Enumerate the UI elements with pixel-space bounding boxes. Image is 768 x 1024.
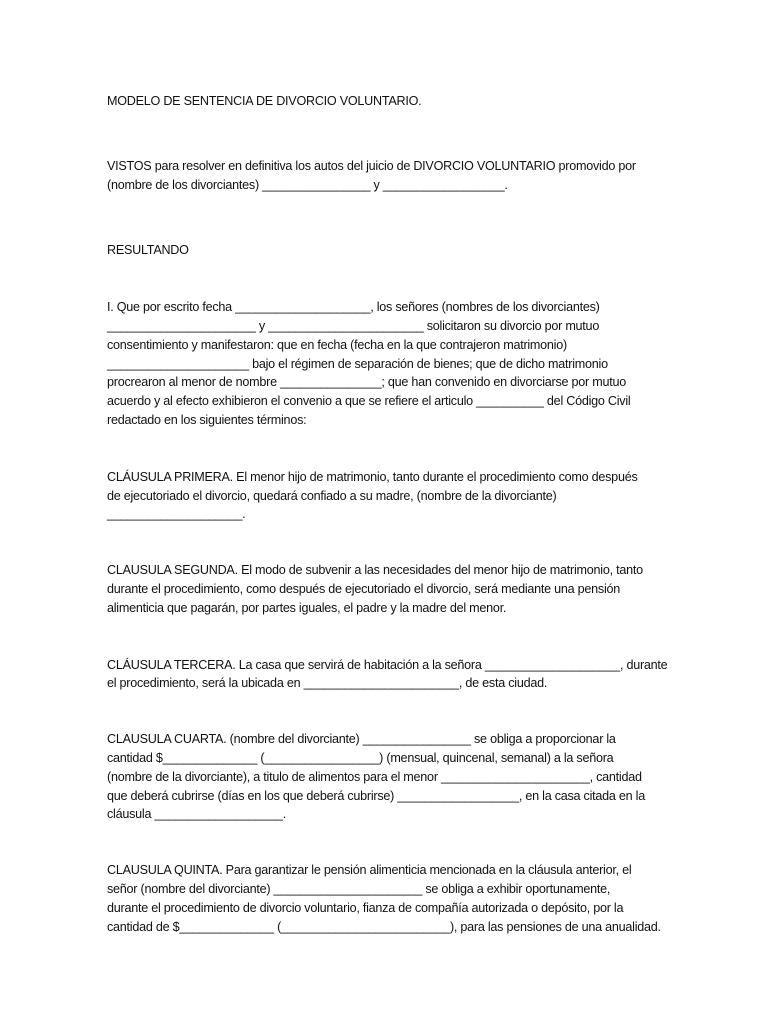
resultando-heading [107, 241, 662, 260]
clausula-primera-line: de ejecutoriado el divorcio, quedará confiado a su madre, (nombre de la divorciante) [107, 488, 557, 503]
clausula-cuarta [107, 730, 662, 824]
vistos-line: (nombre de los divorciantes) ________________ y __________________. [107, 177, 508, 192]
clausula-segunda-line: durante el procedimiento, como después de ejecutoriado el divorcio, será mediante una pensión [107, 581, 621, 596]
clausula-cuarta-line: (nombre de la divorciante), a titulo de alimentos para el menor ______________________, cantidad [107, 769, 642, 784]
document-title-text: MODELO DE SENTENCIA DE DIVORCIO VOLUNTARIO. [107, 94, 422, 108]
paragraph-one-line: _____________________ bajo el régimen de separación de bienes; que de dicho matrimonio [107, 356, 608, 371]
paragraph-one-line: consentimiento y manifestaron: que en fecha (fecha en la que contrajeron matrimonio) [107, 337, 567, 352]
clausula-cuarta-line: CLAUSULA CUARTA. (nombre del divorciante) ________________ se obliga a proporcionar la [107, 732, 616, 747]
paragraph-one [107, 298, 662, 430]
clausula-segunda [107, 561, 662, 617]
vistos-paragraph [107, 157, 662, 195]
vistos-line: VISTOS para resolver en definitiva los autos del juicio de DIVORCIO VOLUNTARIO promovido por [107, 158, 636, 173]
clausula-primera-line: ____________________. [107, 507, 246, 522]
resultando-text: RESULTANDO [107, 243, 189, 258]
clausula-quinta-line: CLAUSULA QUINTA. Para garantizar le pensión alimenticia mencionada en la cláusula anterior, el [107, 863, 632, 878]
clausula-primera [107, 468, 662, 524]
clausula-cuarta-line: cláusula ___________________. [107, 807, 287, 822]
clausula-tercera-line: el procedimiento, será la ubicada en _______________________, de esta ciudad. [107, 676, 548, 691]
clausula-tercera-line: CLÁUSULA TERCERA. La casa que servirá de habitación a la señora ____________________, durante [107, 657, 668, 672]
clausula-cuarta-line: cantidad $______________ (_________________) (mensual, quincenal, semanal) a la señora [107, 750, 614, 765]
paragraph-one-line: redactado en los siguientes términos: [107, 412, 307, 427]
clausula-primera-line: CLÁUSULA PRIMERA. El menor hijo de matrimonio, tanto durante el procedimiento como después [107, 469, 638, 484]
clausula-quinta-line: durante el procedimiento de divorcio voluntario, fianza de compañía autorizada o depósito, por la [107, 900, 624, 915]
clausula-quinta [107, 861, 662, 936]
document-page [107, 92, 668, 936]
document-title [107, 92, 662, 111]
clausula-tercera [107, 656, 668, 694]
clausula-segunda-line: CLAUSULA SEGUNDA. El modo de subvenir a las necesidades del menor hijo de matrimonio, tanto [107, 563, 643, 578]
paragraph-one-line: procrearon al menor de nombre _______________; que han convenido en divorciarse por mutuo [107, 375, 626, 390]
clausula-quinta-line: cantidad de $______________ (_________________________), para las pensiones de una anualidad. [107, 919, 661, 934]
paragraph-one-line: ______________________ y _______________________ solicitaron su divorcio por mutuo [107, 318, 600, 333]
clausula-quinta-line: señor (nombre del divorciante) ______________________ se obliga a exhibir oportunamente, [107, 881, 611, 896]
clausula-segunda-line: alimenticia que pagarán, por partes iguales, el padre y la madre del menor. [107, 600, 507, 615]
clausula-cuarta-line: que deberá cubrirse (días en los que deberá cubrirse) __________________, en la casa citada en la [107, 788, 645, 803]
paragraph-one-line: acuerdo y al efecto exhibieron el convenio a que se refiere el articulo __________ del Código Civil [107, 394, 631, 409]
paragraph-one-line: I. Que por escrito fecha ____________________, los señores (nombres de los divorciantes) [107, 300, 600, 315]
